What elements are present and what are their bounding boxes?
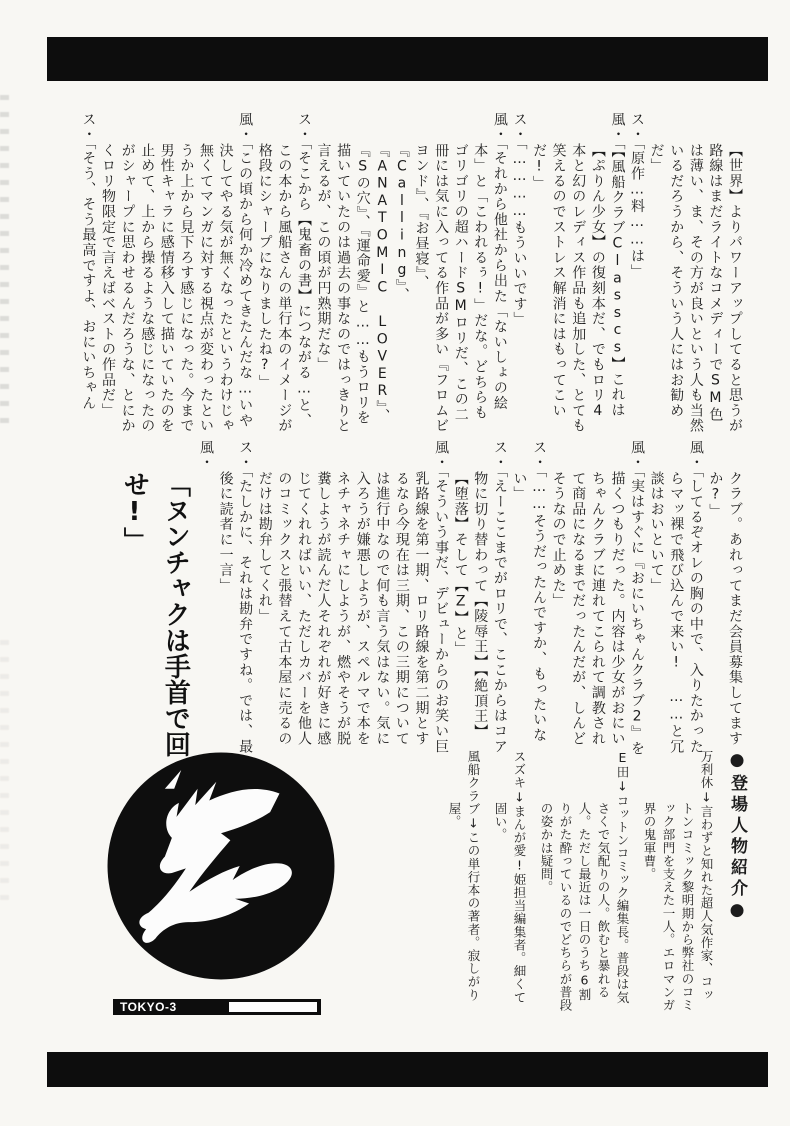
dialogue-text: クラブ。あれってまだ会員募集してますか?」 bbox=[707, 471, 743, 747]
dialogue-turn bbox=[450, 440, 509, 758]
dialogue-text: 「そういう事だ、デビューからのお笑い巨乳路線を第一期、ロリ路線を第二期とするなら今現在は三期、この三期については進行中なので何も言う気はない。気に入ろうが嫌悪しようが、スペルマで本をネチャネチャにしようが、燃やそうが脱糞しようが読んだ人それぞれが好きに感じてくれればいい、ただしカバーを他人のコミックスと張替えて古本屋に売るのだけは勘弁してくれ」 bbox=[256, 470, 450, 755]
speaker-label: 風・ bbox=[629, 440, 646, 471]
speaker-label: 風・ bbox=[609, 112, 626, 143]
speaker-label: 風・ bbox=[687, 440, 704, 471]
z-circle-logo bbox=[104, 748, 338, 984]
dialogue-text: 「…………もういいです」 bbox=[511, 142, 528, 328]
dialogue-turn bbox=[528, 112, 626, 434]
tokyo3-inset-box bbox=[229, 1002, 317, 1012]
speaker-label: ス・ bbox=[511, 112, 528, 143]
closing-headline: 「ヌンチャクは手首で回せ!」 bbox=[119, 471, 191, 757]
dialogue-text: 「してるぞオレの胸の中で、入りたかったらマッ裸で飛び込んで来い! ……と冗談はおいといて」 bbox=[648, 470, 704, 755]
dialogue-turn bbox=[646, 440, 705, 758]
dialogue-turn bbox=[509, 440, 548, 758]
closing-headline-turn bbox=[113, 440, 215, 758]
bottom-divider-bar bbox=[47, 1052, 768, 1087]
dialogue-text: 「実はすぐに『おにいちゃんクラブ2』を描くつもりだった。内容は少女がおにいちゃんクラブに連れてこられて調教されて商品になるまでだったんだが、しんどそうなので止めた」 bbox=[550, 470, 646, 757]
interview-section-2 bbox=[68, 440, 744, 758]
dialogue-turn bbox=[254, 440, 450, 758]
dialogue-turn bbox=[313, 112, 509, 434]
speaker-label: ス・ bbox=[80, 112, 97, 143]
dialogue-text: 「原作…料……は」 bbox=[629, 142, 646, 280]
page-edge-artifact bbox=[0, 95, 9, 425]
dialogue-text: 「そう、そう最高ですよ、おにいちゃん bbox=[80, 142, 97, 412]
page-edge-artifact bbox=[0, 640, 9, 900]
dialogue-text: 「えーここまでがロリで、ここからはコア物に切り替わって【陵辱王】【絶頂王】【堕落】そして【Z】と」 bbox=[452, 470, 508, 755]
dialogue-text: 「……そうだったんですか、もったいない」 bbox=[511, 470, 548, 744]
speaker-label: ス・ bbox=[491, 440, 508, 471]
tokyo3-label: TOKYO-3 bbox=[120, 1000, 177, 1014]
cast-entry: スズキ↓まんが愛!姫担当編集者。細くて固い。 bbox=[493, 750, 527, 1004]
tokyo3-strip bbox=[113, 999, 321, 1015]
dialogue-turn bbox=[97, 112, 254, 434]
dialogue-text: 【世界】よりパワーアップしてると思うが路線はまだライトなコメディーでSM色は薄い、ま、その方が良いという人も当然いるだろうから、そういう人にはお勧めだ」 bbox=[648, 143, 743, 434]
dialogue-turn bbox=[509, 112, 529, 434]
speaker-label: 風・ bbox=[433, 440, 450, 471]
dialogue-turn bbox=[215, 440, 254, 758]
speaker-label: 風・ bbox=[237, 112, 254, 143]
speaker-label: ス・ bbox=[531, 440, 548, 471]
dialogue-text: 「【風船クラブClasscs】これは【ぷりん少女】の復刻本だ、でもロリ4本と幻のレディス作品も追加した、とても笑えるのでストレス解消にはもってこいだ!」 bbox=[531, 142, 626, 434]
dialogue-turn bbox=[646, 112, 744, 434]
top-divider-bar bbox=[47, 37, 768, 81]
speaker-label: ス・ bbox=[295, 112, 312, 143]
dialogue-text: 「この頃から何か冷めてきたんだな…いや決してやる気が無くなったというわけじゃ無くてマンガに対する視点が変わったというか上から見下ろす感じになった。今まで男性キャラに感情移入して描いていたのを止めて、上から操るような感じになったのがシャープに思わせるんだろうな、とにかくロリ物限定で言えばベストの作品だ」 bbox=[100, 142, 254, 434]
speaker-label: 風・ bbox=[197, 440, 214, 471]
dialogue-text: 「そこから【鬼畜の書】につながる…と、この本から風船さんの単行本のイメージが格段にシャープになりましたね?」 bbox=[256, 142, 312, 434]
dialogue-text: 「それから他社から出た「ないしょの絵本」と「こわれるぅ!」だな。どちらもゴリゴリの超ハードSMロリだ、この二冊には気に入ってる作品が多い『フロムビヨンド』、『お昼寝』、『Calling』、『ANATOMIC LOVER』、『Sの穴』、『運命愛』と……もうロリを描いていたのは過去の事なのではっきりと言えるが、この頃が円熟期だな」 bbox=[315, 142, 508, 434]
z-logo-graphic bbox=[104, 748, 338, 984]
interview-section-1 bbox=[52, 112, 744, 434]
cast-intro-title: ●登場人物紹介● bbox=[727, 750, 747, 924]
speaker-label: 風・ bbox=[491, 112, 508, 143]
cast-intro-section bbox=[410, 750, 746, 1012]
dialogue-turn bbox=[78, 112, 98, 434]
dialogue-turn bbox=[548, 440, 646, 758]
cast-entry: 万利休↓言わずと知れた超人気作家、コットンコミック黎明期から弊社のコミック部門を支えた一人。エロマンガ界の鬼軍曹。 bbox=[642, 750, 714, 1012]
cast-entry: 風船クラブ↓この単行本の著者。寂しがり屋。 bbox=[447, 750, 481, 1002]
speaker-label: ス・ bbox=[237, 440, 254, 471]
dialogue-turn bbox=[705, 440, 744, 758]
cast-entry: E田↓コットンコミック編集長。普段は気さくで気配りの人。飲むと暴れる人。ただし最近は一日のうち6割りがた酔っているのでどちらが普段の姿かは疑問。 bbox=[539, 750, 630, 1012]
dialogue-turn bbox=[626, 112, 646, 434]
dialogue-text: 「たしかに、それは勘弁ですね。では、最後に読者に一言」 bbox=[217, 470, 254, 755]
speaker-label: ス・ bbox=[629, 112, 646, 143]
dialogue-turn bbox=[254, 112, 313, 434]
